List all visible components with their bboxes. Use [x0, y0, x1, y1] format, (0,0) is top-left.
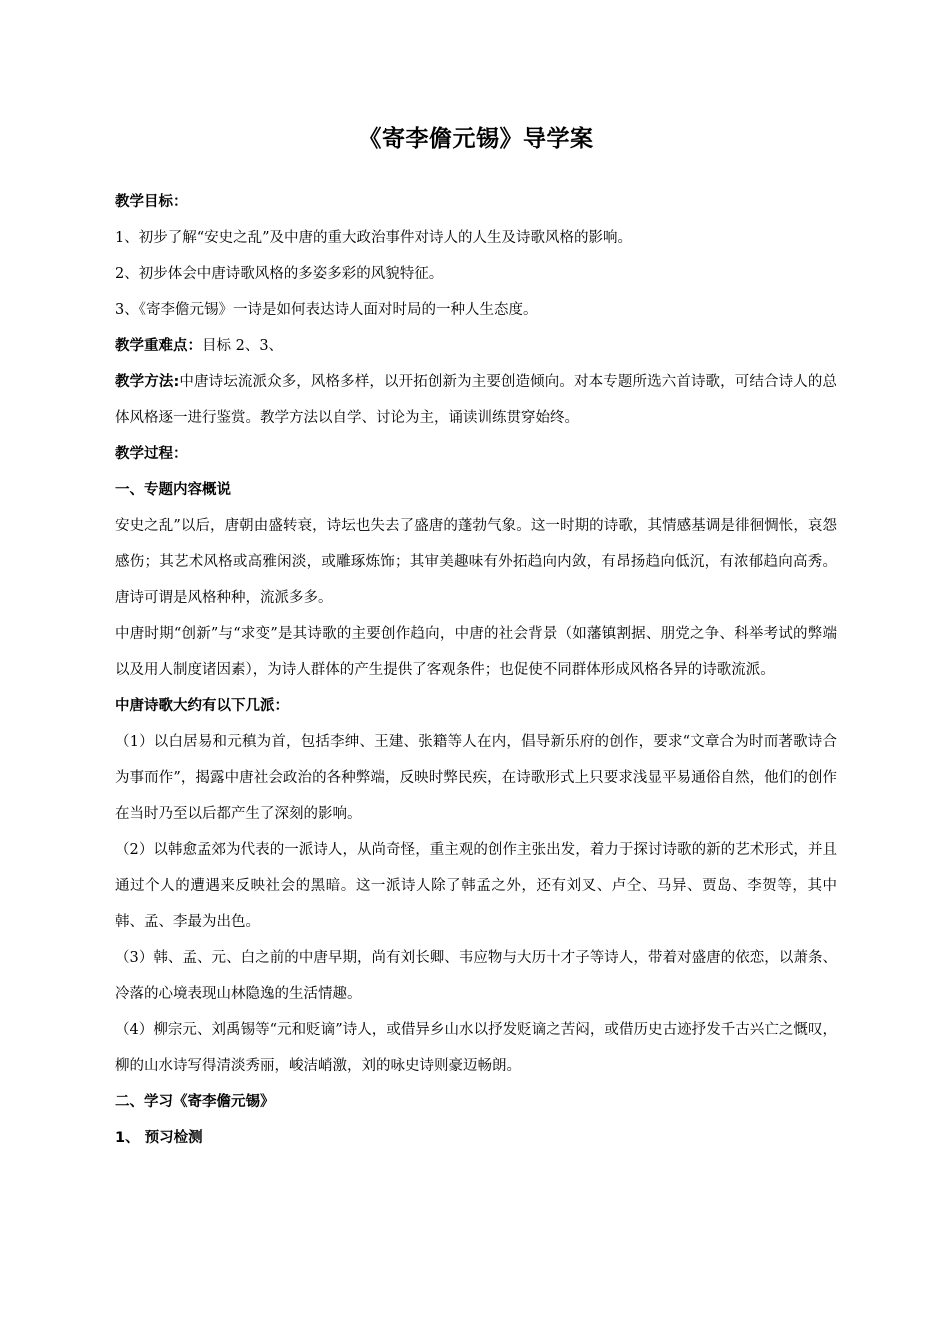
school-item-3: （3）韩、孟、元、白之前的中唐早期，尚有刘长卿、韦应物与大历十才子等诗人，带着对盛唐的依恋，以萧条、冷落的心境表现山林隐逸的生活情趣。: [115, 950, 837, 1002]
schools-heading: 中唐诗歌大约有以下几派：: [115, 698, 289, 714]
goal-item-1: 1、初步了解“安史之乱”及中唐的重大政治事件对诗人的人生及诗歌风格的影响。: [115, 230, 633, 246]
key-points-line: [115, 328, 837, 364]
school-item-4: （4）柳宗元、刘禹锡等“元和贬谪”诗人，或借异乡山水以抒发贬谪之苦闷，或借历史古迹抒发千古兴亡之慨叹，柳的山水诗写得清淡秀丽，峻洁峭激，刘的咏史诗则豪迈畅朗。: [115, 1022, 837, 1074]
section1-paragraph-1: 安史之乱”以后，唐朝由盛转衰，诗坛也失去了盛唐的蓬勃气象。这一时期的诗歌，其情感基调是徘徊惆怅，哀怨感伤；其艺术风格或高雅闲淡，或雕琢炼饰；其审美趣味有外拓趋向内敛，有昂扬趋向低沉，有浓郁趋向高秀。唐诗可谓是风格种种，流派多多。: [115, 518, 837, 606]
school-item-2: （2）以韩愈孟郊为代表的一派诗人，从尚奇怪，重主观的创作主张出发，着力于探讨诗歌的新的艺术形式，并且通过个人的遭遇来反映社会的黑暗。这一派诗人除了韩孟之外，还有刘叉、卢仝、马异、贾岛、李贺等，其中韩、孟、李最为出色。: [115, 842, 837, 930]
document-page: [115, 124, 837, 1156]
goal-item-2: 2、初步体会中唐诗歌风格的多姿多彩的风貌特征。: [115, 266, 444, 282]
method-label: 教学方法:: [115, 374, 180, 390]
section1-heading: 一、专题内容概说: [115, 482, 231, 498]
goal-item-3: 3、《寄李儋元锡》一诗是如何表达诗人面对时局的一种人生态度。: [115, 302, 538, 318]
document-title: 《寄李儋元锡》导学案: [358, 126, 594, 152]
process-heading: 教学过程：: [115, 446, 188, 462]
key-points-text: 目标 2、3、: [202, 338, 284, 354]
subsection1-heading: 1、 预习检测: [115, 1130, 203, 1146]
key-points-label: 教学重难点：: [115, 338, 202, 354]
school-item-1: （1）以白居易和元稹为首，包括李绅、王建、张籍等人在内，倡导新乐府的创作，要求“文章合为时而著歌诗合为事而作”，揭露中唐社会政治的各种弊端，反映时弊民疾，在诗歌形式上只要求浅显平易通俗自然，他们的创作在当时乃至以后都产生了深刻的影响。: [115, 734, 837, 822]
section1-paragraph-2: 中唐时期“创新”与“求变”是其诗歌的主要创作趋向，中唐的社会背景（如藩镇割据、朋党之争、科举考试的弊端以及用人制度诸因素），为诗人群体的产生提供了客观条件；也促使不同群体形成风格各异的诗歌流派。: [115, 626, 837, 678]
method-paragraph: [115, 364, 837, 436]
section2-heading: 二、学习《寄李儋元锡》: [115, 1094, 275, 1110]
method-text: 中唐诗坛流派众多，风格多样，以开拓创新为主要创造倾向。对本专题所选六首诗歌，可结合诗人的总体风格逐一进行鉴赏。教学方法以自学、讨论为主，诵读训练贯穿始终。: [115, 374, 837, 426]
goals-heading: 教学目标：: [115, 194, 188, 210]
